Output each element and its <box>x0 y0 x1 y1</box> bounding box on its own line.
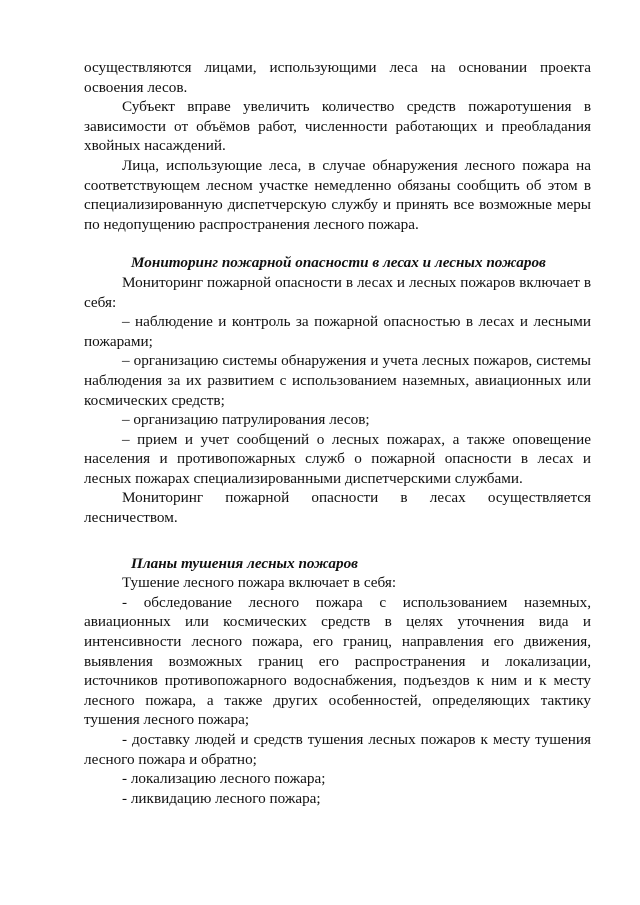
plans-list-item: - ликвидацию лесного пожара; <box>122 789 321 807</box>
plans-list-item: - обследование лесного пожара с использованием наземных, авиационных или космических средств в целях уточнения вида и интенсивности лесного пожара, его границ, направления его движения, выявления возможных границ его распространения и локализации, источников противопожарного водоснабжения, подъездов к ним и к месту лесного пожара, а также других особенностей, определяющих тактику тушения лесного пожара; <box>84 593 591 729</box>
monitoring-list-item: – наблюдение и контроль за пожарной опасностью в лесах и лесными пожарами; <box>84 313 591 350</box>
paragraph-continuation: осуществляются лицами, использующими леса на основании проекта освоения лесов. <box>84 59 591 96</box>
monitoring-intro: Мониторинг пожарной опасности в лесах и лесных пожаров включает в себя: <box>84 273 591 311</box>
plans-list-item: - доставку людей и средств тушения лесных пожаров к месту тушения лесного пожара и обратно; <box>84 731 591 768</box>
plans-list-item: - локализацию лесного пожара; <box>122 770 326 788</box>
monitoring-list-item: – организацию патрулирования лесов; <box>122 411 370 429</box>
section-heading-plans: Планы тушения лесных пожаров <box>131 554 358 572</box>
document-page <box>84 58 591 808</box>
monitoring-list-item: – прием и учет сообщений о лесных пожарах, а также оповещение населения и противопожарных служб о пожарной опасности в лесах и лесных пожарах специализированными диспетчерскими службами. <box>84 430 591 487</box>
paragraph-extinguishing-means: Субъект вправе увеличить количество средств пожаротушения в зависимости от объёмов работ, численности работающих и преобладания хвойных насаждений. <box>84 98 591 155</box>
plans-intro: Тушение лесного пожара включает в себя: <box>122 574 397 592</box>
section-heading-monitoring: Мониторинг пожарной опасности в лесах и лесных пожаров <box>131 254 546 272</box>
paragraph-fire-report-duty: Лица, использующие леса, в случае обнаружения лесного пожара на соответствующем лесном участке немедленно обязаны сообщить об этом в специализированную диспетчерскую службу и принять все возможные меры по недопущению распространения лесного пожара. <box>84 156 591 233</box>
monitoring-list-item: – организацию системы обнаружения и учета лесных пожаров, системы наблюдения за их развитием с использованием наземных, авиационных или космических средств; <box>84 352 591 409</box>
monitoring-closing: Мониторинг пожарной опасности в лесах осуществляется лесничеством. <box>84 489 591 527</box>
